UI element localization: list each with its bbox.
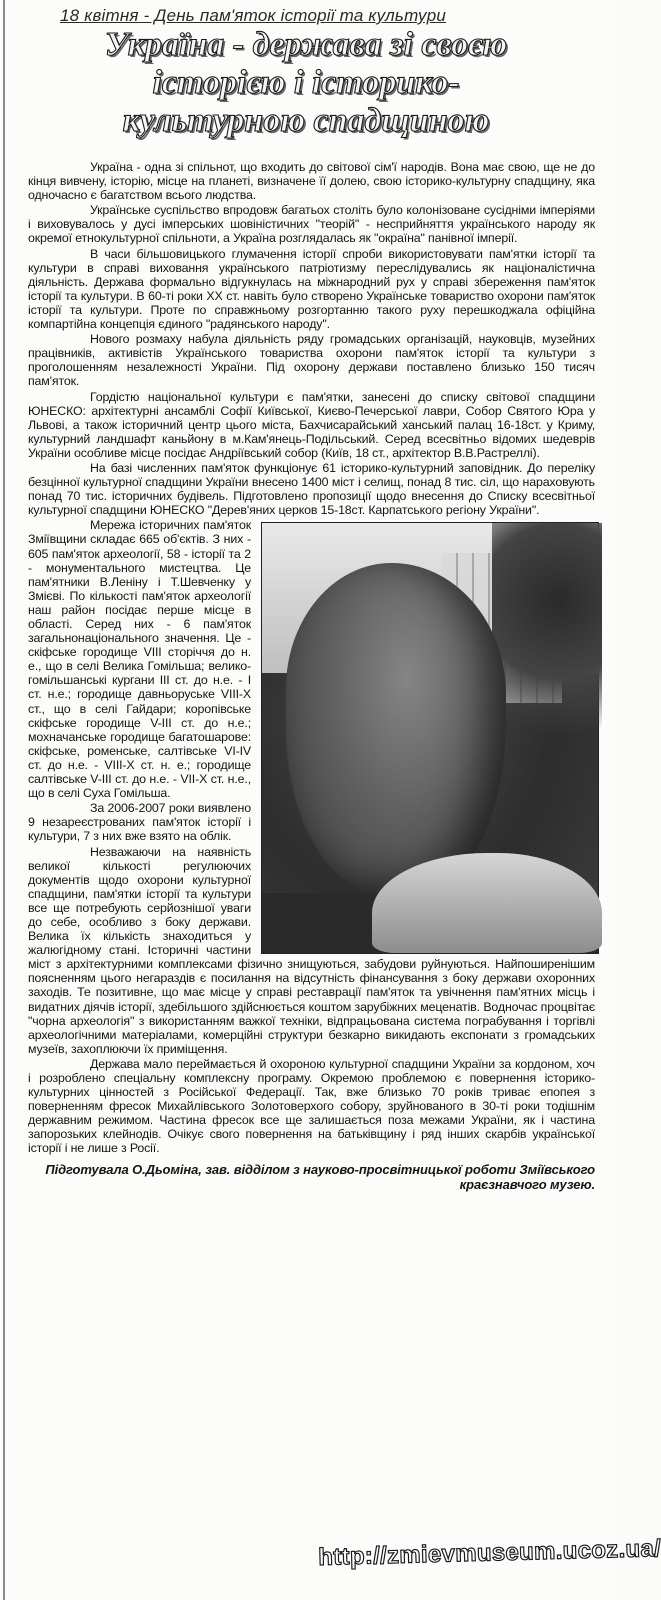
photo-tree xyxy=(492,523,602,783)
article-headline xyxy=(10,26,602,140)
paragraph: Гордістю національної культури є пам'ятки, занесені до списку світової спадщини ЮНЕСКО: архітектурні ансамблі Софії Київської, Києво-Печерської лаври, Собор Святого Юра у Львові, а також історичний центр цього міста, Бахчисарайський ханський палац 16-18ст. у Криму, культурний ландшафт каньйону в м.Кам'янець-Подільський. Серед всесвітньо відомих шедеврів України особливе місце посідає Андріївський собор (Київ, 18 ст., архітектор В.В.Растреллі). xyxy=(28,389,595,460)
rubric-heading: 18 квітня - День пам'яток історії та культури xyxy=(60,6,447,25)
headline-line: Україна - держава зі своєю xyxy=(104,26,508,63)
article-body xyxy=(28,160,595,1192)
headline-line: історією і історико- xyxy=(152,64,460,101)
paragraph: Мережа історичних пам'яток Зміївщини складає 665 об'єктів. З них - 605 пам'яток археології, 58 - історії та 2 - монументального мистецтва. Це пам'ятники В.Леніну і Т.Шевченку у Змієві. По кількості пам'яток археології наш район посідає перше місце в області. Серед них - 6 пам'яток загальнонаціонального значення. Це - скіфське городище VIII сторіччя до н. е., що в селі Велика Гомільша; велико-гомільшанські кургани III ст. до н.е. - I ст. н.е.; городище давньоруське VIII-X ст., що в селі Гайдари; коропівське скіфське городище V-III ст. до н.е.; мохначанське городище багатошарове: скіфське, роменське, салтівське VI-IV ст. до н.е. - VIII-X ст. н. е.; городище салтівське V-III ст. до н.е. - VII-X ст. н.е., що в селі Суха Гомільша. xyxy=(28,518,251,801)
paragraph: Україна - одна зі спільнот, що входить до світової сім'ї народів. Вона має свою, ще не до кінця вивчену, історію, місце на планеті, визначене її долею, свою історико-культурну спадщину, яка одночасно є багатством всього людства. xyxy=(28,160,595,203)
site-watermark: http://zmievmuseum.ucoz.ua/ xyxy=(318,1535,661,1571)
paragraph: За 2006-2007 роки виявлено 9 незареєстрованих пам'яток історії і культури, 7 з них вже взято на облік. xyxy=(28,801,251,844)
paragraph: Держава мало переймається й охороною культурної спадщини України за кордоном, хоч і розроблено спеціальну комплексну програму. Окремою проблемою є повернення історико-культурних цінностей з Російської Федерації. Так, вже близько 70 років триває епопея з поверненням фресок Михайлівського Золотоверхого собору, зруйнованого в 30-ті роки тодішнім державним режимом. Частина фресок все ще залишається поза межами України, як і частина запорозьких клейнодів. Очікує свого повернення на батьківщину і ряд інших скарбів української історії і не лише з Росії. xyxy=(28,1056,595,1156)
paragraph: В часи більшовицького глумачення історії спроби використовувати пам'ятки історії та культури в справі виховання українського патріотизму переслідувались як націоналістична діяльність. Держава формально відгукнулась на міжнародний рух у справі збереження пам'яток історії та культури. В 60-ті роки XX ст. навіть було створено Українське товариство охорони пам'яток історії та культури. Проте по справжньому розгортанню такого руху перешкоджала офіційна компартійна концепція єдиного "радянського народу". xyxy=(28,246,595,332)
stone-statue-photo xyxy=(261,522,599,954)
paragraph: На базі численних пам'яток функціонує 61 історико-культурний заповідник. До переліку безцінної культурної спадщини України внесено 1400 міст і селищ, понад 8 тис. сіл, що нараховують понад 70 тис. історичних будівель. Підготовлено пропозиції щодо внесення до Списку всесвітньої культурної спадщини ЮНЕСКО "Дерев'яних церков 15-18ст. Карпатського регіону України". xyxy=(28,460,595,518)
author-signature: Підготувала О.Дьоміна, зав. відділом з науково-просвітницької роботи Зміївського краєзнавчого музею. xyxy=(45,1161,595,1192)
paragraph: Незважаючи на наявність великої кількості регулюючих документів щодо охорони культурної спадщини, пам'ятки історії та культури все ще потребують серйознішої уваги до себе, особливо з боку держави. Велика їх кількість знаходиться у жалюгідному стані. Історичні частини міст з архітектурними комплексами фізично знищуються, забудови руйнуються. Найпоширенішим поясненням цього негараздів є посилання на відсутність фінансування з боку держави охоронних заходів. Те позитивне, що має місце у справі реставрації пам'яток та увічнення пам'ятних місць і видатних діячів історії, здебільшого здійснюється коштом зарубіжних меценатів. Водночас процвітає "чорна археологія" з використанням важкої техніки, відпрацьована система пограбування і торгівлі археологічними матеріалами, комерційні структури безкарно викидають експонати з громадських музеїв, захоплюючи їх приміщення. xyxy=(28,844,595,1056)
paragraph: Нового розмаху набула діяльність ряду громадських організацій, науковців, музейних працівників, активістів Українського товариства охорони пам'яток історії та культури з проголошенням незалежності України. Під охорону держави поставлено близько 150 тисяч пам'яток. xyxy=(28,332,595,389)
headline-line: культурною спадщиною xyxy=(122,102,490,139)
paragraph: Українське суспільство впродовж багатьох століть було колонізоване сусідніми імперіями і виховувалось у дусі імперських шовіністичних "теорій" - несприйняття українського народу як окремої етнокультурної спільноти, а Україна розглядалась як "окраїна" панівної імперії. xyxy=(28,203,595,246)
clipping-edge xyxy=(3,0,5,1600)
stone-statue xyxy=(286,563,506,893)
